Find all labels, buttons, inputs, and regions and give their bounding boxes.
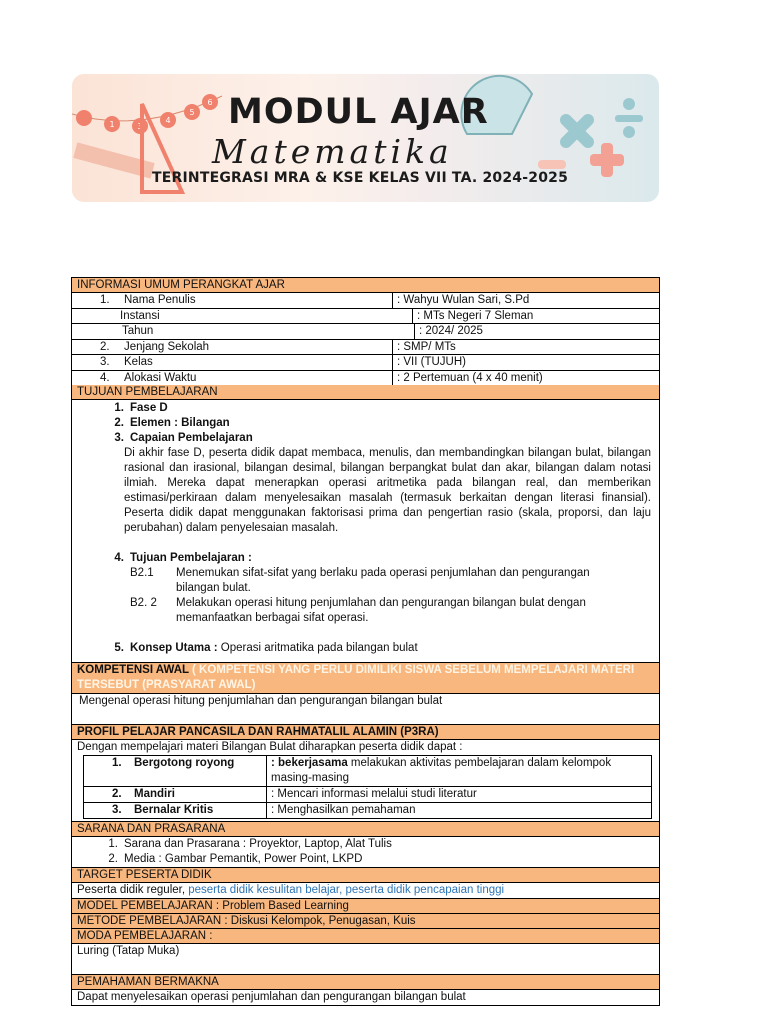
section-header-profil: PROFIL PELAJAR PANCASILA DAN RAHMATALIL ALAMIN (P3RA)	[72, 725, 659, 740]
info-value: : VII (TUJUH)	[397, 356, 466, 368]
profil-body	[72, 740, 659, 822]
header-banner	[72, 74, 659, 202]
info-label: 1. Nama Penulis	[72, 293, 393, 308]
info-value: : Wahyu Wulan Sari, S.Pd	[397, 294, 530, 306]
balloon-label: 4	[165, 116, 171, 125]
module-table	[71, 277, 660, 1006]
tujuan-pembelajaran-label: 4. Tujuan Pembelajaran :	[114, 552, 252, 564]
profil-table	[83, 755, 652, 819]
info-row	[72, 309, 659, 325]
tujuan-body	[72, 400, 659, 663]
section-header-sarana: SARANA DAN PRASARANA	[72, 822, 659, 837]
tujuan-item: 1. Fase D	[114, 402, 168, 414]
konsep-utama: 5. Konsep Utama : Operasi aritmatika pada bilangan bulat	[114, 642, 418, 654]
target-text: Peserta didik reguler, peserta didik kesulitan belajar, peserta didik pencapaian tinggi	[72, 883, 659, 899]
info-value: : SMP/ MTs	[397, 340, 456, 353]
info-label: Tahun	[72, 324, 415, 339]
tp-item: B2.1 Menemukan sifat-sifat yang berlaku pada operasi penjumlahan dan pengurangan bilangan bulat.	[130, 567, 590, 594]
section-header-pemahaman: PEMAHAMAN BERMAKNA	[72, 975, 659, 990]
profil-row	[84, 756, 651, 787]
tujuan-item: 3. Capaian Pembelajaran	[114, 432, 253, 444]
balloon-label: 1	[109, 120, 115, 129]
balloon-label: 6	[207, 98, 213, 107]
section-header-tujuan: TUJUAN PEMBELAJARAN	[72, 385, 659, 400]
model-pembelajaran: MODEL PEMBELAJARAN : Problem Based Learning	[72, 899, 659, 914]
profil-name: 2. Mandiri	[84, 787, 267, 802]
info-row	[72, 324, 659, 340]
banner-script-title: Matematika	[212, 132, 453, 171]
profil-desc: : bekerjasama melakukan aktivitas pembelajaran dalam kelompok masing-masing	[271, 757, 612, 784]
profil-row	[84, 787, 651, 803]
kompetensi-text: Mengenal operasi hitung penjumlahan dan pengurangan bilangan bulat	[72, 694, 659, 725]
profil-desc: : Mencari informasi melalui studi literatur	[271, 788, 477, 800]
info-label: 3. Kelas	[72, 355, 393, 370]
profil-intro: Dengan mempelajari materi Bilangan Bulat diharapkan peserta didik dapat :	[77, 741, 463, 753]
profil-row	[84, 803, 651, 818]
section-header-info: INFORMASI UMUM PERANGKAT AJAR	[72, 278, 659, 293]
balloon-label: 5	[189, 108, 195, 117]
moda-text: Luring (Tatap Muka)	[72, 944, 659, 975]
balloon-label: 3	[137, 122, 143, 131]
metode-pembelajaran: METODE PEMBELAJARAN : Diskusi Kelompok, Penugasan, Kuis	[72, 914, 659, 929]
info-value: : 2024/ 2025	[419, 325, 483, 337]
info-row	[72, 371, 659, 386]
sarana-body	[72, 837, 659, 868]
info-label: Instansi	[72, 309, 413, 324]
info-row	[72, 293, 659, 309]
tp-item: B2. 2 Melakukan operasi hitung penjumlahan dan pengurangan bilangan bulat dengan memanfaatkan berbagai sifat operasi.	[130, 597, 586, 624]
section-header-target: TARGET PESERTA DIDIK	[72, 868, 659, 883]
info-value: : 2 Pertemuan (4 x 40 menit)	[397, 371, 543, 384]
pemahaman-text: Dapat menyelesaikan operasi penjumlahan dan pengurangan bilangan bulat	[77, 991, 466, 1003]
banner-title: MODUL AJAR	[228, 92, 489, 132]
profil-name: 1. Bergotong royong	[84, 756, 267, 786]
section-header-moda: MODA PEMBELAJARAN :	[72, 929, 659, 944]
section-header-kompetensi: KOMPETENSI AWAL ( KOMPETENSI YANG PERLU DIMILIKI SISWA SEBELUM MEMPELAJARI MATERI TERSEBUT (PRASYARAT AWAL)	[72, 663, 659, 694]
info-rows	[72, 293, 659, 385]
sarana-item: 1. Sarana dan Prasarana : Proyektor, Laptop, Alat Tulis	[108, 838, 392, 850]
info-value: : MTs Negeri 7 Sleman	[417, 309, 534, 322]
info-row	[72, 340, 659, 356]
info-label: 4. Alokasi Waktu	[72, 371, 393, 386]
info-label: 2. Jenjang Sekolah	[72, 340, 393, 355]
sarana-item: 2. Media : Gambar Pemantik, Power Point, LKPD	[108, 853, 363, 865]
profil-desc: : Menghasilkan pemahaman	[271, 804, 416, 816]
info-row	[72, 355, 659, 371]
profil-name: 3. Bernalar Kritis	[84, 803, 267, 818]
capaian-text: Di akhir fase D, peserta didik dapat membaca, menulis, dan membandingkan bilangan bulat, bilangan rasional dan irasional, bilangan desimal, bilangan berpangkat bulat dan akar, bilangan dalam notasi ilmiah. Mereka dapat menerapkan operasi aritmetika pada bilangan real, dan memberikan estimasi/perkiraan dalam menyelesaikan masalah (termasuk berkaitan dengan literasi finansial). Peserta didik dapat menggunakan faktorisasi prima dan pengertian rasio (skala, proporsi, dan laju perubahan) dalam penyelesaian masalah.	[124, 447, 651, 534]
tujuan-item: 2. Elemen : Bilangan	[114, 417, 230, 429]
banner-subtitle: TERINTEGRASI MRA & KSE KELAS VII TA. 2024-2025	[152, 170, 569, 186]
